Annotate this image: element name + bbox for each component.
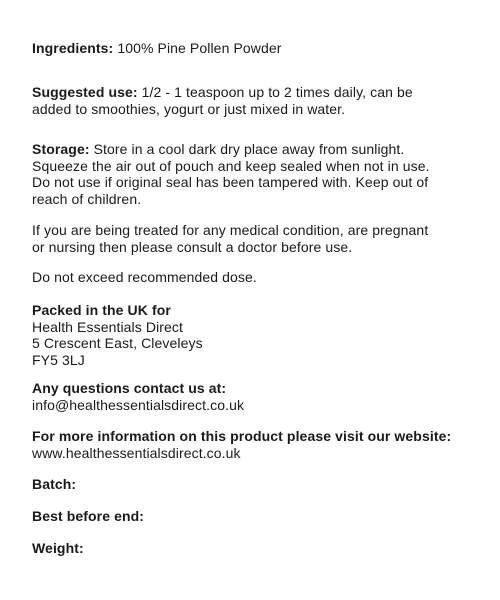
weight-label: Weight: bbox=[32, 540, 84, 556]
medical-advice-text-1: If you are being treated for any medical condition, are pregnant bbox=[32, 222, 429, 238]
best-before-label: Best before end: bbox=[32, 508, 145, 524]
more-info-section bbox=[32, 428, 472, 461]
best-before-section bbox=[32, 508, 472, 525]
suggested-use-line-1 bbox=[32, 84, 472, 101]
contact-email: info@healthessentialsdirect.co.uk bbox=[32, 396, 245, 413]
storage-text-1: Store in a cool dark dry place away from sunlight. bbox=[93, 141, 405, 157]
packer-heading: Packed in the UK for bbox=[32, 302, 171, 318]
storage-text-3: Do not use if original seal has been tampered with. Keep out of bbox=[32, 174, 429, 190]
more-info-heading: For more information on this product please visit our website: bbox=[32, 428, 452, 444]
suggested-use-heading: Suggested use: bbox=[32, 84, 138, 100]
ingredients-heading: Ingredients: bbox=[32, 40, 114, 56]
website-url: www.healthessentialsdirect.co.uk bbox=[32, 444, 241, 461]
medical-advice-section bbox=[32, 222, 472, 255]
batch-section bbox=[32, 476, 472, 493]
suggested-use-section bbox=[32, 84, 472, 117]
medical-advice-text-2: or nursing then please consult a doctor before use. bbox=[32, 238, 353, 255]
dose-warning-section bbox=[32, 269, 472, 286]
ingredients-text: 100% Pine Pollen Powder bbox=[117, 40, 282, 56]
ingredients-line bbox=[32, 40, 472, 57]
storage-line-1 bbox=[32, 141, 472, 158]
suggested-use-text-2: added to smoothies, yogurt or just mixed in water. bbox=[32, 100, 346, 117]
suggested-use-text-1: 1/2 - 1 teaspoon up to 2 times daily, can be bbox=[141, 84, 413, 100]
dose-warning-text: Do not exceed recommended dose. bbox=[32, 269, 257, 285]
ingredients-section bbox=[32, 40, 472, 57]
packer-street: 5 Crescent East, Cleveleys bbox=[32, 335, 203, 351]
questions-heading: Any questions contact us at: bbox=[32, 380, 227, 396]
weight-section bbox=[32, 540, 472, 557]
storage-heading: Storage: bbox=[32, 141, 90, 157]
batch-label: Batch: bbox=[32, 476, 77, 492]
packer-postcode: FY5 3LJ bbox=[32, 351, 85, 368]
packer-name: Health Essentials Direct bbox=[32, 318, 184, 335]
packer-section bbox=[32, 302, 472, 368]
storage-text-2: Squeeze the air out of pouch and keep sealed when not in use. bbox=[32, 157, 430, 174]
questions-section bbox=[32, 380, 472, 413]
storage-text-4: reach of children. bbox=[32, 190, 142, 207]
storage-section bbox=[32, 141, 472, 207]
